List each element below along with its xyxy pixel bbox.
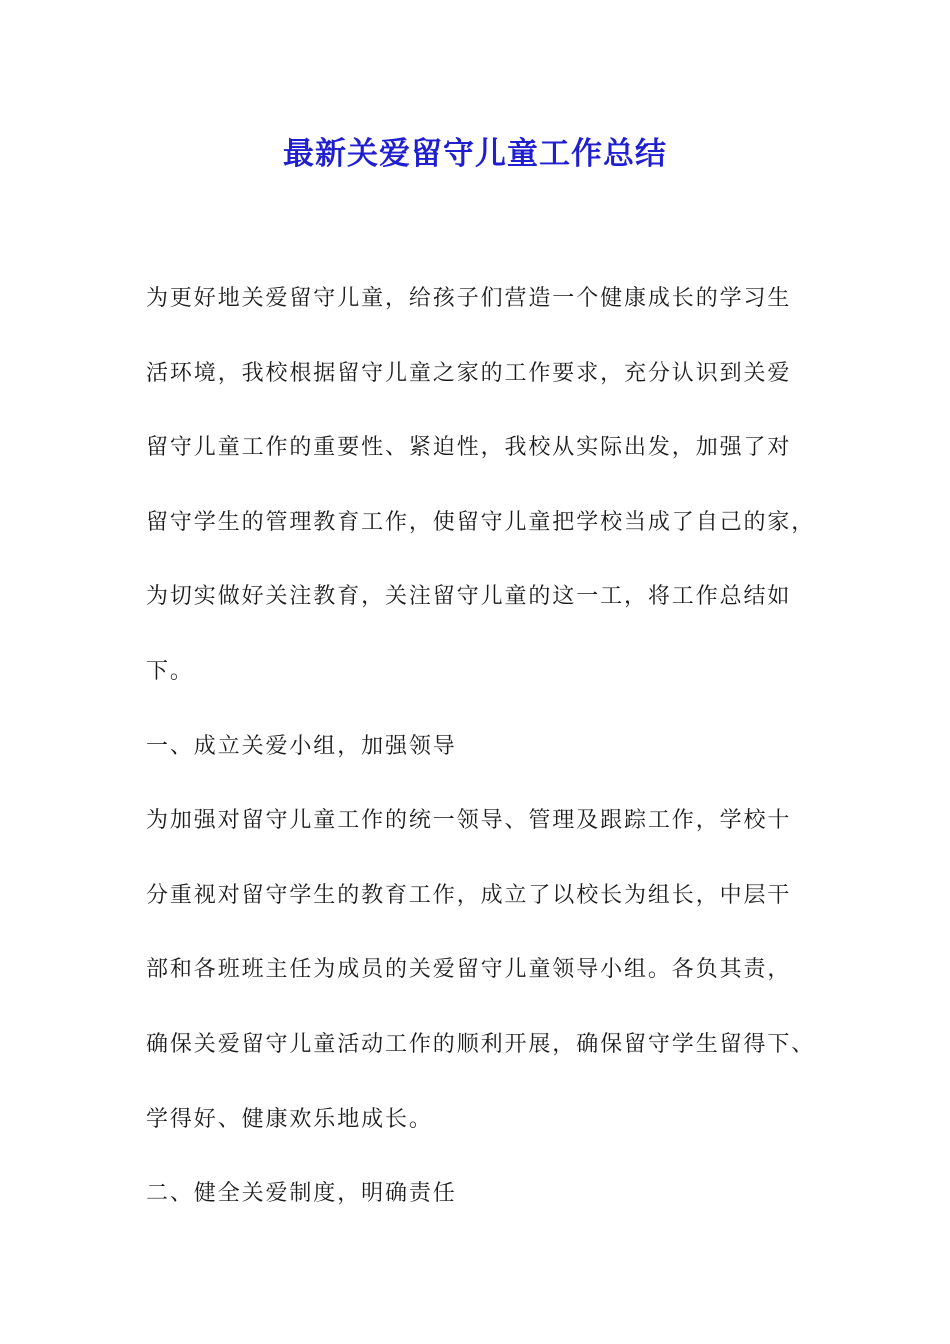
paragraph-line: 分重视对留守学生的教育工作，成立了以校长为组长，中层干 [146,882,792,908]
paragraph-line: 下。 [146,658,194,684]
paragraph-line: 为更好地关爱留守儿童，给孩子们营造一个健康成长的学习生 [146,286,792,311]
document-title: 最新关爱留守儿童工作总结 [283,136,667,172]
section-heading: 二、健全关爱制度，明确责任 [146,1181,457,1207]
paragraph-line: 学得好、健康欢乐地成长。 [146,1106,433,1132]
section-heading: 一、成立关爱小组，加强领导 [146,733,457,759]
paragraph-line: 留守学生的管理教育工作，使留守儿童把学校当成了自己的家， [146,509,816,535]
paragraph-line: 为切实做好关注教育，关注留守儿童的这一工，将工作总结如 [146,584,792,610]
paragraph-line: 部和各班班主任为成员的关爱留守儿童领导小组。各负其责， [146,957,792,983]
paragraph-line: 为加强对留守儿童工作的统一领导、管理及跟踪工作，学校十 [146,808,792,834]
paragraph-line: 活环境，我校根据留守儿童之家的工作要求，充分认识到关爱 [146,360,792,386]
paragraph-line: 留守儿童工作的重要性、紧迫性，我校从实际出发，加强了对 [146,435,792,461]
document-body [146,262,836,1232]
paragraph-line: 确保关爱留守儿童活动工作的顺利开展，确保留守学生留得下、 [146,1031,816,1057]
